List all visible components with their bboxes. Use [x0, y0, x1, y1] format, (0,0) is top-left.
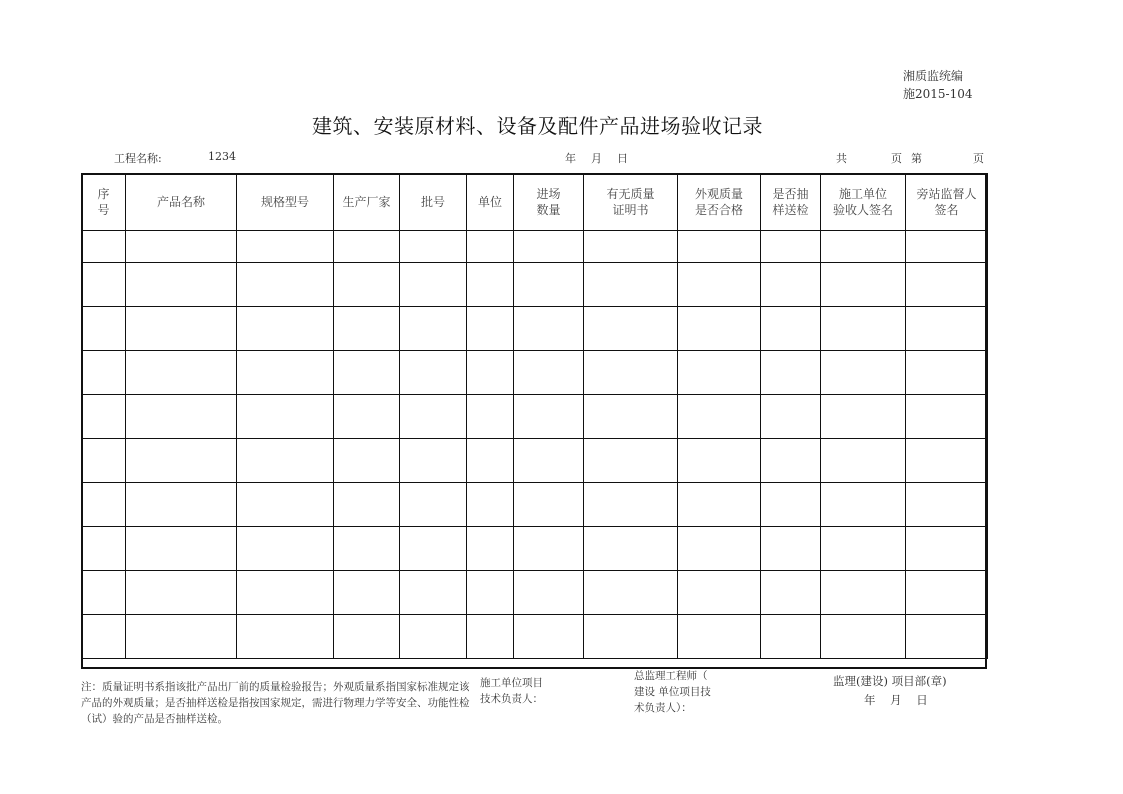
page-label: 页: [973, 152, 984, 165]
table-cell[interactable]: [821, 263, 906, 307]
table-cell[interactable]: [761, 307, 821, 351]
table-header-text: 生产厂家: [342, 195, 391, 209]
table-cell[interactable]: [514, 395, 584, 439]
table-cell[interactable]: [126, 527, 237, 571]
table-cell[interactable]: [678, 395, 761, 439]
table-header-cell: [467, 174, 514, 231]
table-cell[interactable]: [761, 351, 821, 395]
table-cell[interactable]: [400, 395, 467, 439]
table-cell[interactable]: [761, 527, 821, 571]
table-cell[interactable]: [467, 571, 514, 615]
table-cell[interactable]: [678, 483, 761, 527]
table-cell[interactable]: [761, 263, 821, 307]
table-cell[interactable]: [514, 263, 584, 307]
date-year-label: 年: [565, 152, 576, 165]
table-cell[interactable]: [514, 527, 584, 571]
table-cell[interactable]: [126, 307, 237, 351]
table-cell[interactable]: [906, 571, 988, 615]
table-cell[interactable]: [400, 231, 467, 263]
table-row: [82, 439, 988, 483]
table-header-cell: [678, 174, 761, 231]
table-header-text: 产品名称: [156, 195, 205, 209]
table-row: [82, 571, 988, 615]
table-header-cell: [761, 174, 821, 231]
table-cell[interactable]: [334, 395, 400, 439]
table-cell[interactable]: [678, 527, 761, 571]
acceptance-record-table: [81, 173, 988, 659]
table-cell[interactable]: [82, 231, 126, 263]
table-cell[interactable]: [82, 439, 126, 483]
table-cell[interactable]: [584, 483, 678, 527]
table-cell[interactable]: [82, 483, 126, 527]
table-cell[interactable]: [821, 307, 906, 351]
project-name-label: 工程名称:: [114, 152, 162, 165]
table-cell[interactable]: [821, 571, 906, 615]
table-header-cell: [126, 174, 237, 231]
table-cell[interactable]: [906, 395, 988, 439]
table-cell[interactable]: [821, 439, 906, 483]
table-header-row: [82, 174, 988, 231]
table-cell[interactable]: [400, 615, 467, 659]
table-cell[interactable]: [514, 351, 584, 395]
table-cell[interactable]: [400, 351, 467, 395]
page-number-label: 第: [911, 152, 922, 165]
table-cell[interactable]: [906, 527, 988, 571]
table-cell[interactable]: [678, 351, 761, 395]
table-row: [82, 263, 988, 307]
table-cell[interactable]: [761, 395, 821, 439]
table-cell[interactable]: [334, 351, 400, 395]
table-cell[interactable]: [126, 439, 237, 483]
date-month-label: 月: [591, 152, 602, 165]
footer-date-label: 年 月 日: [864, 693, 928, 707]
table-cell[interactable]: [514, 307, 584, 351]
form-code-line1: 湘质监统编: [903, 69, 964, 83]
table-cell[interactable]: [237, 439, 334, 483]
table-cell[interactable]: [82, 263, 126, 307]
footnote: 注：质量证明书系指该批产品出厂前的质量检验报告；外观质量系指国家标准规定该产品的外观质量；是否抽样送检是指按国家规定，需进行物理力学等安全、功能性检（试）验的产品是否抽样送检。: [81, 681, 470, 725]
table-cell[interactable]: [334, 527, 400, 571]
table-cell[interactable]: [906, 483, 988, 527]
table-cell[interactable]: [467, 307, 514, 351]
table-header-text: 单位: [477, 195, 502, 209]
table-cell[interactable]: [237, 483, 334, 527]
table-cell[interactable]: [584, 231, 678, 263]
table-header-cell: [82, 174, 126, 231]
table-cell[interactable]: [584, 615, 678, 659]
table-cell[interactable]: [334, 439, 400, 483]
table-cell[interactable]: [400, 439, 467, 483]
table-cell[interactable]: [400, 307, 467, 351]
table-cell[interactable]: [906, 615, 988, 659]
table-cell[interactable]: [82, 615, 126, 659]
table-cell[interactable]: [126, 395, 237, 439]
table-cell[interactable]: [126, 615, 237, 659]
date-day-label: 日: [617, 152, 628, 165]
table-cell[interactable]: [906, 439, 988, 483]
table-cell[interactable]: [82, 571, 126, 615]
pages-label: 页: [891, 152, 902, 165]
table-cell[interactable]: [126, 231, 237, 263]
table-cell[interactable]: [126, 263, 237, 307]
table-cell[interactable]: [514, 439, 584, 483]
total-pages-label: 共: [836, 152, 847, 165]
table-header-text: 旁站监督人 签名: [916, 187, 977, 217]
table-cell[interactable]: [82, 395, 126, 439]
table-cell[interactable]: [514, 483, 584, 527]
table-cell[interactable]: [761, 615, 821, 659]
table-cell[interactable]: [334, 307, 400, 351]
table-row: [82, 307, 988, 351]
project-name-value: 1234: [208, 150, 236, 163]
table-cell[interactable]: [82, 307, 126, 351]
table-header-cell: [237, 174, 334, 231]
table-cell[interactable]: [678, 307, 761, 351]
table-header-cell: [514, 174, 584, 231]
table-header-text: 是否抽 样送检: [772, 187, 809, 217]
table-cell[interactable]: [237, 571, 334, 615]
table-cell[interactable]: [514, 615, 584, 659]
table-cell[interactable]: [678, 263, 761, 307]
table-cell[interactable]: [237, 527, 334, 571]
table-cell[interactable]: [467, 439, 514, 483]
table-cell[interactable]: [467, 527, 514, 571]
table-cell[interactable]: [584, 263, 678, 307]
table-cell[interactable]: [126, 571, 237, 615]
table-cell[interactable]: [906, 351, 988, 395]
chief-supervisor-signature-label: 总监理工程师（ 建设 单位项目技 术负责人）：: [634, 670, 711, 714]
table-header-text: 规格型号: [260, 195, 309, 209]
table-cell[interactable]: [467, 263, 514, 307]
table-cell[interactable]: [400, 483, 467, 527]
table-cell[interactable]: [678, 231, 761, 263]
table-cell[interactable]: [467, 483, 514, 527]
table-cell[interactable]: [126, 483, 237, 527]
table-cell[interactable]: [237, 263, 334, 307]
table-cell[interactable]: [906, 263, 988, 307]
table-cell[interactable]: [821, 395, 906, 439]
table-cell[interactable]: [400, 571, 467, 615]
table-cell[interactable]: [334, 571, 400, 615]
table-cell[interactable]: [761, 439, 821, 483]
table-header-cell: [400, 174, 467, 231]
table-header-text: 序 号: [97, 187, 110, 217]
table-cell[interactable]: [400, 527, 467, 571]
table-cell[interactable]: [761, 231, 821, 263]
table-row: [82, 483, 988, 527]
table-row: [82, 615, 988, 659]
table-header-cell: [821, 174, 906, 231]
table-cell[interactable]: [821, 527, 906, 571]
table-cell[interactable]: [237, 307, 334, 351]
table-cell[interactable]: [821, 615, 906, 659]
table-row: [82, 351, 988, 395]
table-header-text: 批号: [420, 195, 445, 209]
table-cell[interactable]: [678, 571, 761, 615]
table-row: [82, 527, 988, 571]
table-cell[interactable]: [678, 439, 761, 483]
table-cell[interactable]: [467, 231, 514, 263]
table-header-text: 有无质量 证明书: [606, 187, 655, 217]
table-cell[interactable]: [584, 395, 678, 439]
construction-signature-label: 施工单位项目 技术负责人：: [480, 677, 543, 705]
form-code-line2: 施2015-104: [903, 87, 973, 101]
table-header-cell: [906, 174, 988, 231]
table-cell[interactable]: [761, 571, 821, 615]
table-cell[interactable]: [400, 263, 467, 307]
table-header-cell: [584, 174, 678, 231]
table-cell[interactable]: [334, 231, 400, 263]
table-cell[interactable]: [334, 263, 400, 307]
table-cell[interactable]: [82, 351, 126, 395]
supervision-stamp-label: 监理(建设) 项目部(章): [833, 674, 947, 688]
table-header-text: 施工单位 验收人签名: [832, 187, 893, 217]
table-row: [82, 231, 988, 263]
table-header-cell: [334, 174, 400, 231]
table-cell[interactable]: [467, 351, 514, 395]
table-cell[interactable]: [906, 307, 988, 351]
table-cell[interactable]: [237, 351, 334, 395]
table-cell[interactable]: [467, 615, 514, 659]
table-cell[interactable]: [821, 351, 906, 395]
table-cell[interactable]: [126, 351, 237, 395]
table-cell[interactable]: [761, 483, 821, 527]
table-cell[interactable]: [467, 395, 514, 439]
table-cell[interactable]: [678, 615, 761, 659]
page-title: 建筑、安装原材料、设备及配件产品进场验收记录: [312, 114, 763, 138]
table-cell[interactable]: [82, 527, 126, 571]
table-cell[interactable]: [334, 615, 400, 659]
table-cell[interactable]: [514, 571, 584, 615]
table-cell[interactable]: [584, 351, 678, 395]
table-cell[interactable]: [237, 395, 334, 439]
table-cell[interactable]: [584, 307, 678, 351]
table-cell[interactable]: [237, 231, 334, 263]
table-cell[interactable]: [906, 231, 988, 263]
table-cell[interactable]: [821, 483, 906, 527]
table-header-text: 外观质量 是否合格: [694, 187, 743, 217]
table-cell[interactable]: [237, 615, 334, 659]
table-row: [82, 395, 988, 439]
table-cell[interactable]: [514, 231, 584, 263]
table-cell[interactable]: [584, 571, 678, 615]
table-cell[interactable]: [334, 483, 400, 527]
table-cell[interactable]: [584, 527, 678, 571]
table-cell[interactable]: [821, 231, 906, 263]
table-header-text: 进场 数量: [536, 187, 561, 217]
table-cell[interactable]: [584, 439, 678, 483]
